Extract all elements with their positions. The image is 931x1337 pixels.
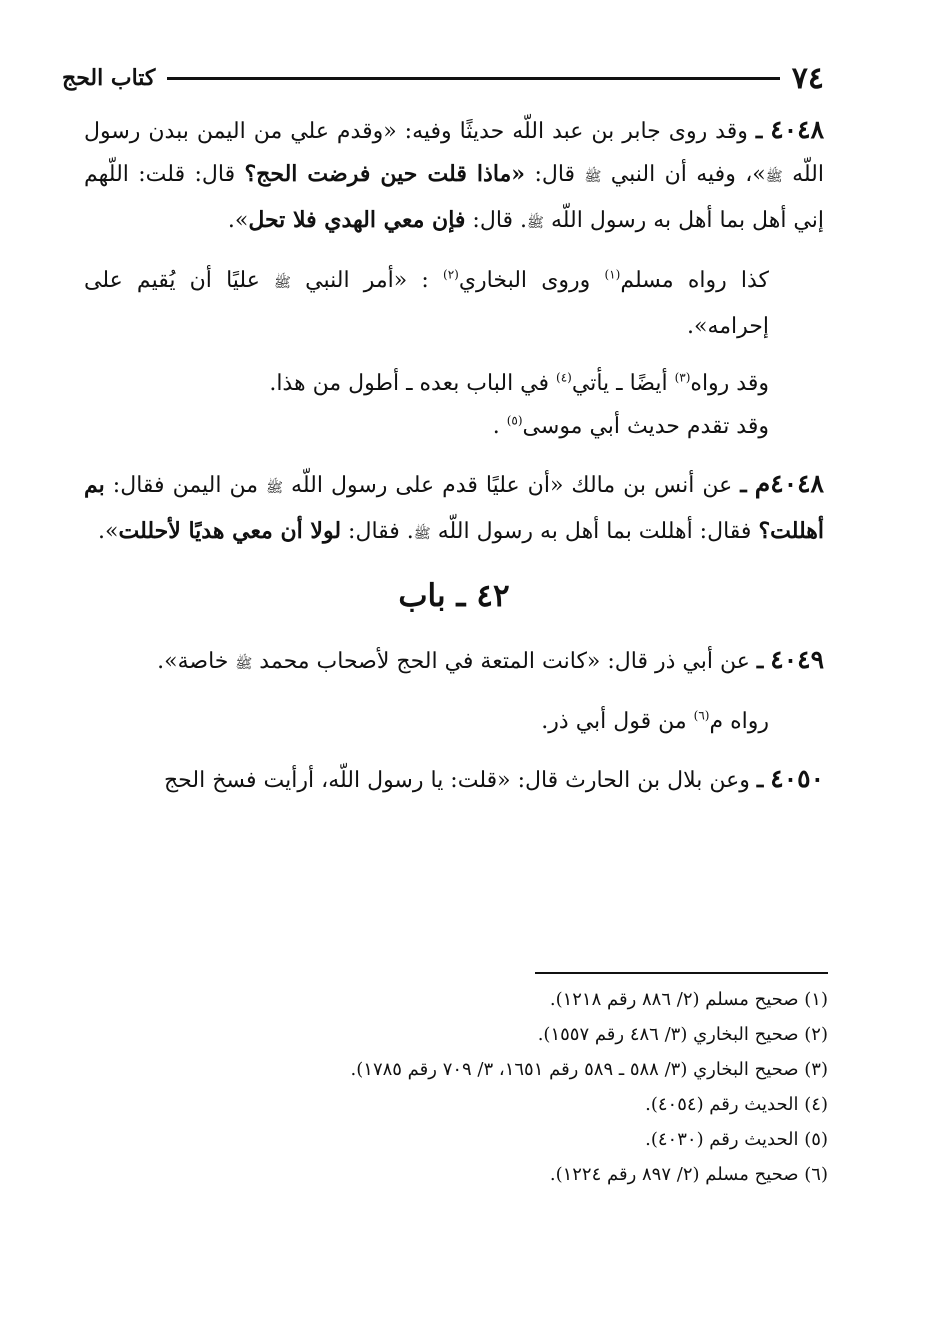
hadith-number: ٤٠٤٨ <box>770 115 825 144</box>
footnote-6: (٦) صحيح مسلم (٢/ ٨٩٧ رقم ١٢٢٤). <box>549 1164 828 1185</box>
footnote-ref-4[interactable]: (٤) <box>556 370 572 385</box>
paragraph-abi-musa: وقد تقدم حديث أبي موسى$^{(٥)}$ . <box>492 413 769 439</box>
salutation-glyph: ﷺ <box>274 275 291 291</box>
hadith-number: ٤٠٥٠ <box>770 764 824 793</box>
header-rule <box>167 77 779 80</box>
paragraph-rawahu-muslim: رواه م$^{(٦)}$ من قول أبي ذر. <box>541 708 769 734</box>
footnote-ref-1[interactable]: (١) <box>604 267 621 282</box>
hadith-4049: ٤٠٤٩ ـ عن أبي ذر قال: «كانت المتعة في الحج لأصحاب محمد ﷺ خاصة». <box>157 645 824 674</box>
paragraph-rawahu-aydan: وقد رواه$^{(٣)}$ أيضًا ـ يأتي$^{(٤)}$ في الباب بعده ـ أطول من هذا. <box>269 370 769 396</box>
footnote-ref-5[interactable]: (٥) <box>506 413 523 428</box>
footnote-3: (٣) صحيح البخاري (٣/ ٥٨٨ ـ ٥٨٩ رقم ١٦٥١، ٣/ ٧٠٩ رقم ١٧٨٥). <box>350 1059 828 1080</box>
footnotes <box>128 982 828 1192</box>
salutation-glyph: ﷺ <box>527 215 544 231</box>
salutation-glyph: ﷺ <box>765 169 783 185</box>
footnote-5: (٥) الحديث رقم (٤٠٣٠). <box>645 1129 828 1150</box>
page-body <box>84 108 824 816</box>
page-header <box>62 56 824 100</box>
salutation-glyph: ﷺ <box>266 480 284 496</box>
hadith-number: ٤٠٤٨م <box>754 469 824 498</box>
chapter-heading: ٤٢ ـ باب <box>398 578 510 614</box>
hadith-4048m: ٤٠٤٨م ـ عن أنس بن مالك «أن عليًا قدم على رسول اللّه ﷺ من اليمن فقال: بم أهللت؟ فقال: أهللت بما أهل به رسول اللّه ﷺ. فقال: لولا أن معي هديًا لأحللت». <box>84 469 824 544</box>
paragraph-muslim: كذا رواه مسلم$^{(١)}$ وروى البخاري$^{(٢)}$ : «أمر النبي ﷺ عليًا أن يُقيم على إحرامه». <box>84 267 770 339</box>
footnote-ref-3[interactable]: (٣) <box>674 370 691 385</box>
salutation-glyph: ﷺ <box>413 526 431 542</box>
book-title: كتاب الحج <box>62 65 156 91</box>
hadith-4050: ٤٠٥٠ ـ وعن بلال بن الحارث قال: «قلت: يا رسول اللّه، أرأيت فسخ الحج <box>163 764 824 793</box>
footnote-4: (٤) الحديث رقم (٤٠٥٤). <box>645 1094 828 1115</box>
footnote-1: (١) صحيح مسلم (٢/ ٨٨٦ رقم ١٢١٨). <box>549 989 828 1010</box>
footnote-2: (٢) صحيح البخاري (٣/ ٤٨٦ رقم ١٥٥٧). <box>537 1024 828 1045</box>
footnote-ref-6[interactable]: (٦) <box>693 708 710 723</box>
footnote-ref-2[interactable]: (٢) <box>443 267 459 282</box>
hadith-number: ٤٠٤٩ <box>770 645 824 674</box>
footnote-rule <box>535 972 828 974</box>
hadith-4048: ٤٠٤٨ ـ وقد روى جابر بن عبد اللّه حديثًا وفيه: «وقدم علي من اليمن ببدن رسول اللّه ﷺ»، وفيه أن النبي ﷺ قال: «ماذا قلت حين فرضت الحج؟ قال: قلت: اللّهم إني أهل بما أهل به رسول اللّه ﷺ. قال: فإن معي الهدي فلا تحل». <box>84 115 825 233</box>
page-number: ٧٤ <box>791 60 824 96</box>
salutation-glyph: ﷺ <box>235 656 253 672</box>
salutation-glyph: ﷺ <box>584 169 602 185</box>
